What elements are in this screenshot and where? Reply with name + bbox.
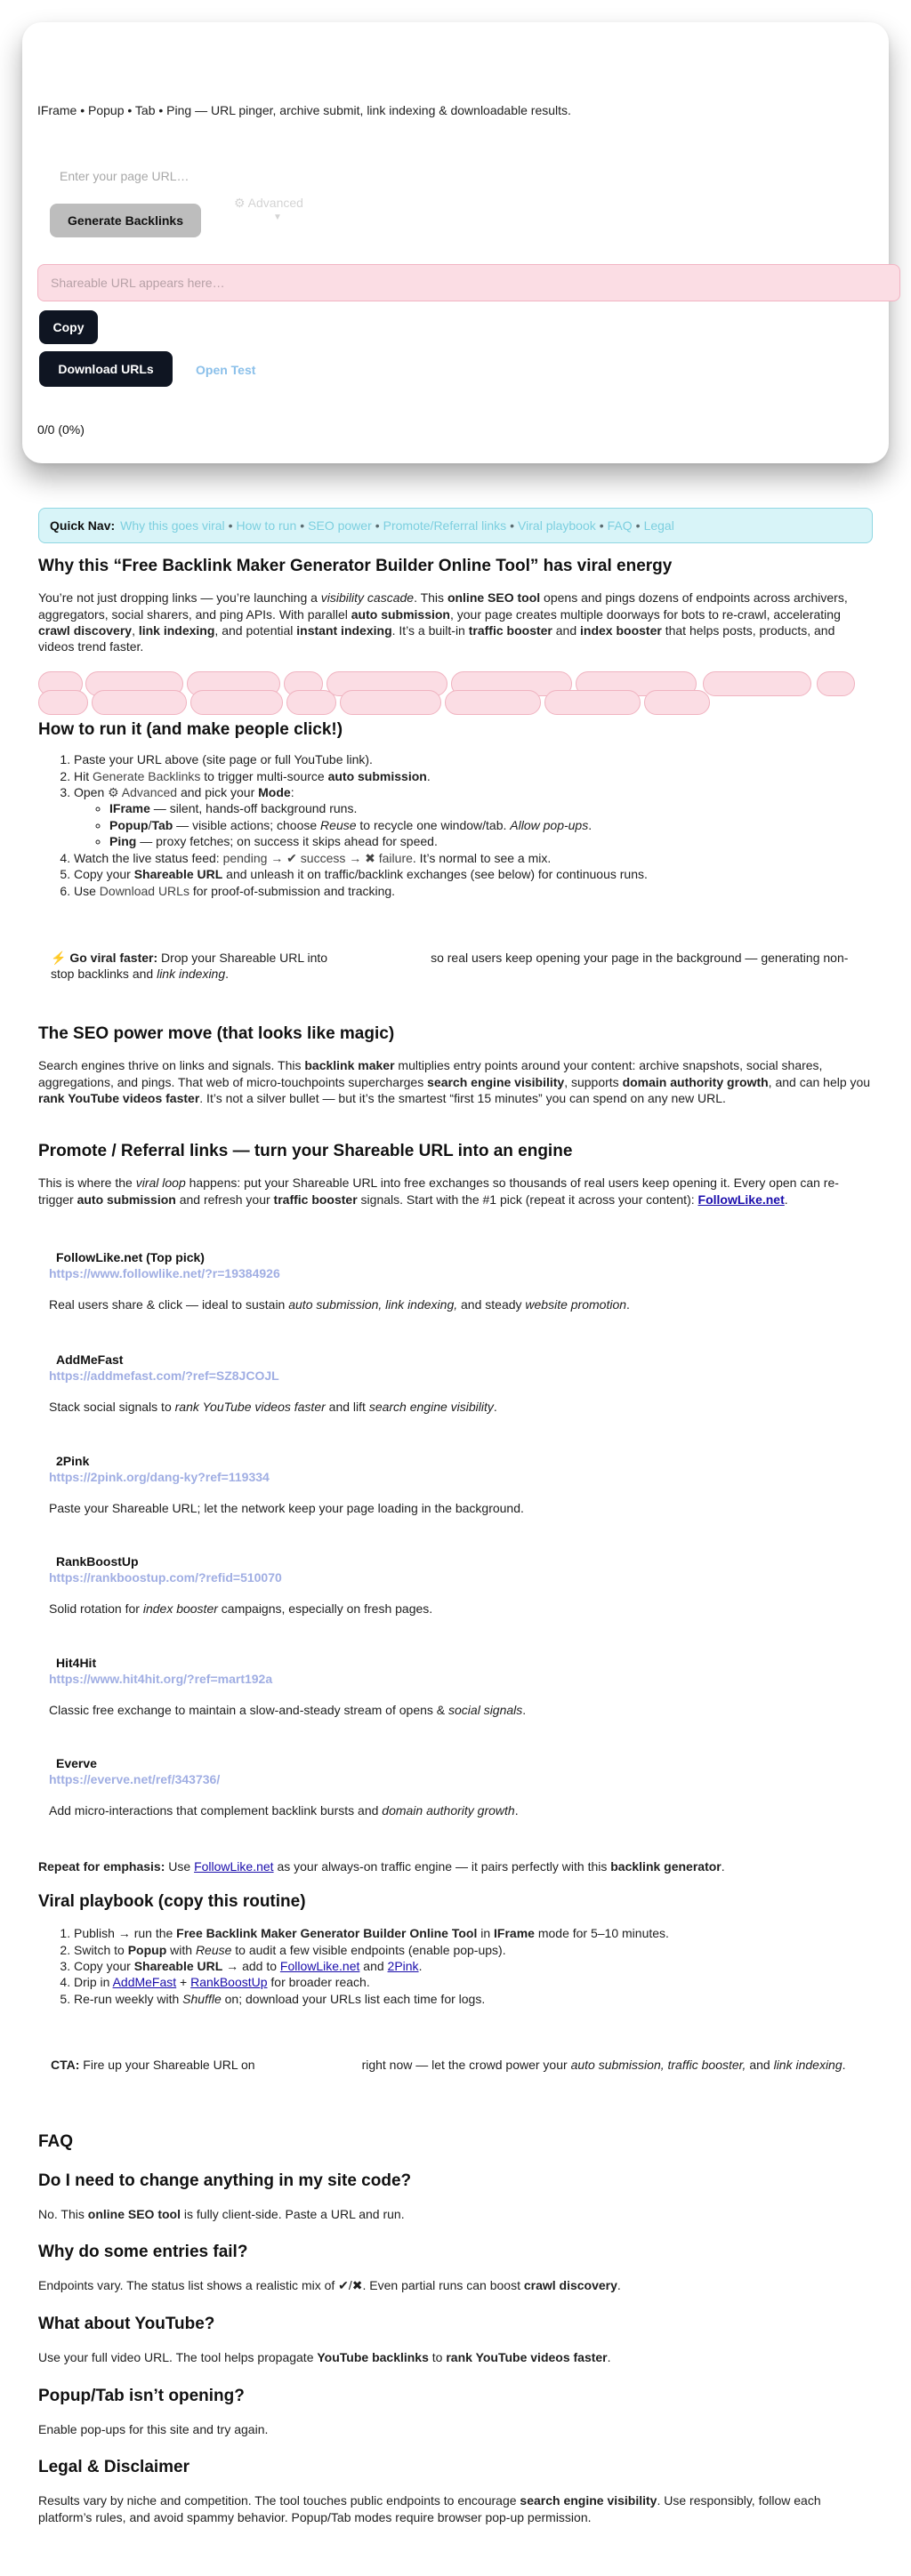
playbook-steps bbox=[38, 1925, 873, 2007]
seo-section bbox=[38, 1023, 873, 1106]
faq-item bbox=[38, 2313, 873, 2366]
faq-heading: FAQ bbox=[38, 2132, 74, 2151]
list-item: ◦ Ping — proxy fetches; on success it skips ahead for speed. bbox=[109, 833, 873, 849]
referral-card bbox=[49, 1655, 883, 1718]
faq-answer: Endpoints vary. The status list shows a realistic mix of ✔/✖. Even partial runs can boost crawl discovery. bbox=[38, 2278, 621, 2293]
page-url-input[interactable] bbox=[37, 160, 482, 192]
referral-url-link[interactable]: https://www.hit4hit.org/?ref=mart192a bbox=[49, 1672, 273, 1687]
quick-nav-legal[interactable]: Legal bbox=[643, 518, 674, 533]
seo-paragraph: Search engines thrive on links and signals. This backlink maker multiplies entry points around your content: archive snapshots, social shares, aggregations, and pings. That web of micro-touchpoints supercharges search engine visibility, supports domain authority growth, and can help you rank YouTube videos faster. It’s not a silver bullet — but it’s the smartest “first 15 minutes” you can spend on any new URL. bbox=[38, 1058, 871, 1106]
endpoint-chip bbox=[703, 671, 811, 696]
faq-item bbox=[38, 2385, 873, 2438]
faq-section bbox=[38, 2131, 873, 2153]
list-item: 4. Drip in AddMeFast + RankBoostUp for broader reach. bbox=[74, 1974, 873, 1990]
promote-paragraph: This is where the viral loop happens: put your Shareable URL into free exchanges so thousands of real users keep opening it. Every open can re-trigger auto submission and refresh your traffic booster signals. Start with the #1 pick (repeat it across your content): FollowLike.net. bbox=[38, 1176, 839, 1207]
addmefast-link[interactable]: AddMeFast bbox=[112, 1975, 177, 1990]
quick-nav-why[interactable]: Why this goes viral bbox=[120, 518, 225, 533]
quick-nav-how[interactable]: How to run bbox=[236, 518, 297, 533]
playbook-section bbox=[38, 1890, 873, 2007]
why-heading: Why this “Free Backlink Maker Generator Builder Online Tool” has viral energy bbox=[38, 557, 673, 575]
referral-name: RankBoostUp bbox=[56, 1554, 139, 1569]
quick-nav-promote[interactable]: Promote/Referral links bbox=[383, 518, 507, 533]
endpoint-chip bbox=[286, 690, 336, 715]
endpoint-chip bbox=[644, 690, 710, 715]
list-item: ◦ IFrame — silent, hands-off background runs. bbox=[109, 800, 873, 816]
referral-name: AddMeFast bbox=[56, 1352, 124, 1367]
backlink-tool-card bbox=[22, 22, 889, 463]
how-section bbox=[38, 718, 873, 899]
referral-description: Solid rotation for index booster campaigns, especially on fresh pages. bbox=[49, 1601, 433, 1616]
followlike-link[interactable]: FollowLike.net bbox=[697, 1192, 785, 1207]
how-steps bbox=[38, 751, 873, 899]
endpoint-chip bbox=[190, 690, 283, 715]
legal-heading: Legal & Disclaimer bbox=[38, 2458, 190, 2476]
referral-name: FollowLike.net (Top pick) bbox=[56, 1250, 205, 1264]
referral-url-link[interactable]: https://everve.net/ref/343736/ bbox=[49, 1772, 221, 1787]
referral-url-link[interactable]: https://www.followlike.net/?r=19384926 bbox=[49, 1266, 280, 1281]
list-item: 1. Paste your URL above (site page or full YouTube link). bbox=[74, 751, 873, 767]
referral-description: Add micro-interactions that complement backlink bursts and domain authority growth. bbox=[49, 1802, 519, 1818]
quick-nav-seo[interactable]: SEO power bbox=[308, 518, 372, 533]
referral-url-link[interactable]: https://addmefast.com/?ref=SZ8JCOJL bbox=[49, 1368, 279, 1384]
list-item: 5. Re-run weekly with Shuffle on; download your URLs list each time for logs. bbox=[74, 1991, 873, 2007]
referral-name: 2Pink bbox=[56, 1454, 90, 1468]
faq-answer: No. This online SEO tool is fully client-side. Paste a URL and run. bbox=[38, 2207, 405, 2222]
promote-heading: Promote / Referral links — turn your Shareable URL into an engine bbox=[38, 1142, 573, 1160]
faq-question: Popup/Tab isn’t opening? bbox=[38, 2387, 245, 2405]
why-paragraph: You’re not just dropping links — you’re launching a visibility cascade. This online SEO tool opens and pings dozens of endpoints across archivers, aggregators, social sharers, and ping APIs. With parallel auto submission, your page creates multiple doorways for bots to re-crawl, accelerating crawl discovery, link indexing, and potential instant indexing. It’s a built-in traffic booster and index booster that helps posts, products, and videos trend faster. bbox=[38, 590, 848, 654]
download-urls-button[interactable]: Download URLs bbox=[39, 351, 173, 387]
list-item: 3. Copy your Shareable URL → add to FollowLike.net and 2Pink. bbox=[74, 1958, 873, 1974]
endpoint-chip bbox=[445, 690, 541, 715]
endpoint-chip bbox=[38, 690, 88, 715]
referral-url-link[interactable]: https://rankboostup.com/?refid=510070 bbox=[49, 1570, 282, 1585]
faq-answer: Use your full video URL. The tool helps propagate YouTube backlinks to rank YouTube videos faster. bbox=[38, 2350, 611, 2365]
referral-name: Hit4Hit bbox=[56, 1656, 97, 1670]
tool-subtitle: IFrame • Popup • Tab • Ping — URL pinger, archive submit, link indexing & downloadable results. bbox=[37, 103, 571, 117]
faq-answer: Enable pop-ups for this site and try again. bbox=[38, 2422, 269, 2437]
list-item: 1. Publish → run the Free Backlink Maker Generator Builder Online Tool in IFrame mode for 5–10 minutes. bbox=[74, 1925, 873, 1941]
list-item: ◦ Popup/Tab — visible actions; choose Reuse to recycle one window/tab. Allow pop-ups. bbox=[109, 817, 873, 833]
endpoint-chip bbox=[544, 690, 641, 715]
mode-list bbox=[74, 800, 873, 849]
promote-section bbox=[38, 1140, 873, 1208]
referral-card bbox=[49, 1553, 883, 1617]
copy-button[interactable]: Copy bbox=[39, 310, 98, 344]
why-section bbox=[38, 555, 873, 655]
quick-nav-label: Quick Nav: bbox=[50, 518, 116, 533]
list-item: 2. Hit Generate Backlinks to trigger multi-source auto submission. bbox=[74, 768, 873, 784]
progress-readout: 0/0 (0%) bbox=[37, 422, 85, 437]
rankboostup-link[interactable]: RankBoostUp bbox=[190, 1975, 268, 1990]
faq-item bbox=[38, 2170, 873, 2223]
cta-block: CTA: Fire up your Shareable URL on right now — let the crowd power your auto submission, traffic booster, and link indexing. bbox=[51, 2058, 846, 2072]
faq-item bbox=[38, 2241, 873, 2294]
chevron-down-icon[interactable]: ▼ bbox=[273, 213, 282, 222]
list-item: 5. Copy your Shareable URL and unleash it on traffic/backlink exchanges (see below) for continuous runs. bbox=[74, 866, 873, 882]
viral-tip: ⚡ Go viral faster: Drop your Shareable URL into so real users keep opening your page in the background — generating non-stop backlinks and link indexing. bbox=[51, 951, 849, 982]
seo-heading: The SEO power move (that looks like magic) bbox=[38, 1024, 395, 1043]
legal-section bbox=[38, 2456, 873, 2525]
referral-description: Real users share & click — ideal to sustain auto submission, link indexing, and steady website promotion. bbox=[49, 1296, 630, 1312]
referral-card bbox=[49, 1352, 883, 1415]
list-item: 2. Switch to Popup with Reuse to audit a few visible endpoints (enable pop-ups). bbox=[74, 1942, 873, 1958]
shareable-url-field[interactable] bbox=[37, 264, 900, 301]
referral-description: Stack social signals to rank YouTube videos faster and lift search engine visibility. bbox=[49, 1399, 497, 1414]
referral-card bbox=[49, 1755, 883, 1818]
2pink-link[interactable]: 2Pink bbox=[387, 1959, 419, 1974]
followlike-link[interactable]: FollowLike.net bbox=[279, 1959, 360, 1974]
playbook-heading: Viral playbook (copy this routine) bbox=[38, 1892, 306, 1911]
followlike-link[interactable]: FollowLike.net bbox=[194, 1859, 274, 1874]
referral-card bbox=[49, 1249, 883, 1312]
how-heading: How to run it (and make people click!) bbox=[38, 720, 343, 739]
advanced-toggle[interactable]: ⚙ Advanced bbox=[234, 196, 303, 210]
faq-question: Do I need to change anything in my site code? bbox=[38, 2171, 412, 2190]
referral-url-link[interactable]: https://2pink.org/dang-ky?ref=119334 bbox=[49, 1470, 270, 1485]
referral-name: Everve bbox=[56, 1756, 97, 1770]
repeat-emphasis: Repeat for emphasis: Use FollowLike.net as your always-on traffic engine — it pairs perfectly with this backlink generator. bbox=[38, 1859, 725, 1874]
list-item: 4. Watch the live status feed: pending → ✔ success → ✖ failure. It’s normal to see a mix. bbox=[74, 850, 873, 866]
endpoint-chip bbox=[817, 671, 855, 696]
quick-nav-faq[interactable]: FAQ bbox=[607, 518, 633, 533]
list-item: 6. Use Download URLs for proof-of-submission and tracking. bbox=[74, 883, 873, 899]
open-test-link[interactable]: Open Test bbox=[196, 363, 256, 377]
referral-description: Classic free exchange to maintain a slow-and-steady stream of opens & social signals. bbox=[49, 1702, 527, 1717]
generate-backlinks-button[interactable]: Generate Backlinks bbox=[50, 204, 201, 237]
endpoint-chip bbox=[340, 690, 441, 715]
faq-question: Why do some entries fail? bbox=[38, 2243, 248, 2261]
quick-nav-playbook[interactable]: Viral playbook bbox=[518, 518, 596, 533]
legal-paragraph: Results vary by niche and competition. The tool touches public endpoints to encourage search engine visibility. Use responsibly, follow each platform’s rules, and avoid spammy behavior. Popup/Tab modes require browser pop-up permission. bbox=[38, 2493, 821, 2524]
referral-description: Paste your Shareable URL; let the network keep your page loading in the background. bbox=[49, 1500, 524, 1515]
endpoint-chip bbox=[92, 690, 187, 715]
faq-question: What about YouTube? bbox=[38, 2315, 215, 2333]
list-item: 3. Open ⚙ Advanced and pick your Mode: ◦ IFrame — silent, hands-off background runs. ◦ Popup/Tab — visible actions; choose Reuse to recycle one window/tab. Allow pop-ups. ◦ Ping — proxy fetches; on success it skips ahead for speed. bbox=[74, 784, 873, 850]
referral-card bbox=[49, 1453, 883, 1516]
quick-nav: Quick Nav: Why this goes viral • How to run • SEO power • Promote/Referral links • Viral playbook • FAQ • Legal bbox=[38, 508, 873, 543]
